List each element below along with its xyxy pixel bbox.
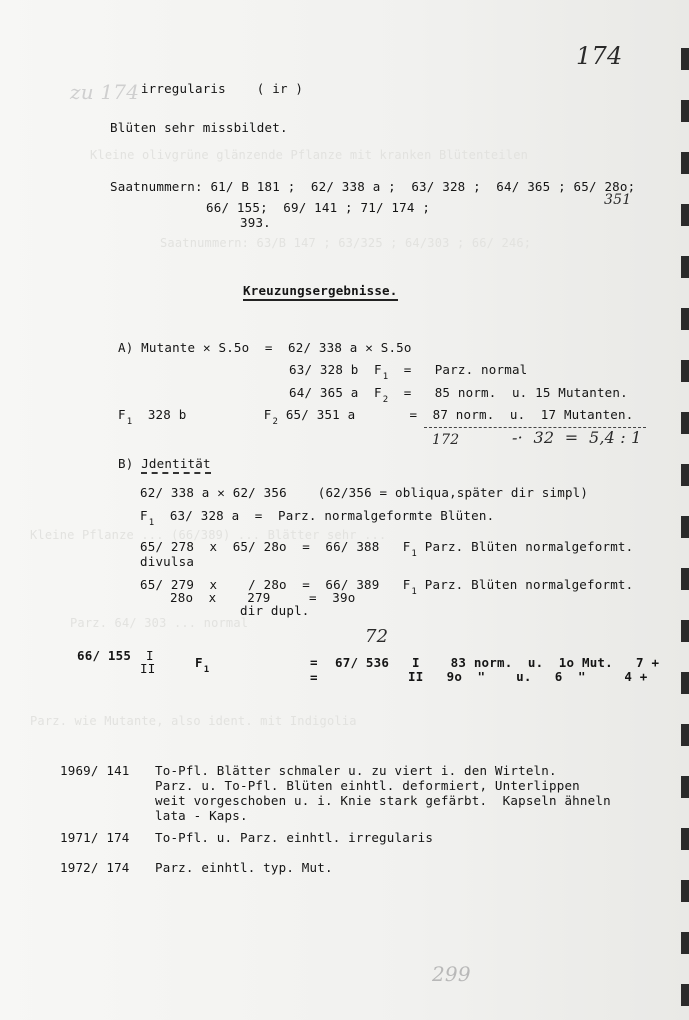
- mutant-name: irregularis: [140, 81, 226, 96]
- block-66-roman-1: I: [146, 648, 154, 663]
- section-b-row-5: 28o x 279 = 39o: [170, 590, 356, 605]
- history-line: Parz. einhtl. typ. Mut.: [155, 860, 333, 875]
- section-b-row-2: $F_1$ 63/ 328 a = Parz. normalgeformte Blüten.: [140, 508, 495, 528]
- show-through-line: Kleine olivgrüne glänzende Pflanze mit kranken Blütenteilen: [90, 148, 529, 162]
- block-66-gen: $F_1$: [195, 655, 210, 675]
- section-b-row-3-sub: divulsa: [140, 554, 195, 569]
- hand-note-72: 72: [365, 626, 389, 647]
- saatnummern-label: Saatnummern:: [110, 179, 203, 194]
- section-b-row-3: 65/ 278 x 65/ 28o = 66/ 388 $F_1$ Parz. Blüten normalgeformt.: [140, 539, 634, 559]
- ratio-hand-note: -· 32 = 5,4 : 1: [512, 428, 642, 447]
- block-66-ref: 67/ 536: [335, 655, 390, 670]
- cross-icon: ✕: [365, 340, 373, 355]
- history-line: weit vorgeschoben u. i. Knie stark gefärbt. Kapseln ähneln: [155, 793, 611, 808]
- cross-icon: ✕: [217, 485, 225, 500]
- saatnummern-line-3: 393.: [240, 215, 271, 230]
- saatnummern-line-1: [110, 180, 635, 194]
- section-heading: Kreuzungsergebnisse.: [243, 284, 398, 298]
- history-year: 1969/ 141: [60, 763, 130, 778]
- saatnummern-values: 61/ B 181 ; 62/ 338 a ; 63/ 328 ; 64/ 365 ; 65/ 28o;: [210, 179, 636, 194]
- block-66-eq-2: =: [310, 670, 318, 685]
- pencil-corner-note: zu 174: [70, 80, 140, 104]
- total-hand-note: 172: [432, 432, 460, 448]
- section-b-row-4: 65/ 279 x / 28o = 66/ 389 $F_1$ Parz. Blüten normalgeformt.: [140, 577, 634, 597]
- saatnummern-hand-note: 351: [604, 192, 632, 208]
- history-line: To-Pfl. u. Parz. einhtl. irregularis: [155, 830, 434, 845]
- description: Blüten sehr missbildet.: [110, 120, 288, 135]
- history-year: 1971/ 174: [60, 830, 130, 845]
- section-b-row-1: 62/ 338 a ✕ 62/ 356 (62/356 = obliqua,später dir simpl): [140, 485, 589, 500]
- section-a-row-1: A) Mutante ✕ S.5o = 62/ 338 a ✕ S.5o: [118, 340, 412, 355]
- saatnummern-line-2: 66/ 155; 69/ 141 ; 71/ 174 ;: [206, 200, 431, 215]
- show-through-line: Parz. wie Mutante, also ident. mit Indigolia: [30, 714, 357, 728]
- section-b-label: B) Jdentität: [118, 457, 211, 471]
- block-66-roman-2: II: [140, 661, 156, 676]
- block-66-eq-1: =: [310, 655, 318, 670]
- history-year: 1972/ 174: [60, 860, 130, 875]
- footer-pencil-number: 299: [432, 962, 471, 986]
- page-number: 174: [576, 42, 623, 70]
- section-a-label: A) Mutante: [118, 340, 196, 355]
- mutant-abbr: ( ir ): [256, 81, 304, 96]
- history-line: To-Pfl. Blätter schmaler u. zu viert i. den Wirteln.: [155, 763, 557, 778]
- section-b-row-6: dir dupl.: [240, 603, 310, 618]
- cross-icon: ✕: [203, 340, 211, 355]
- history-line: lata - Kaps.: [155, 808, 248, 823]
- block-66-row-1: I 83 norm. u. 1o Mut. 7 +: [412, 655, 660, 670]
- block-66-row-2: II 9o " u. 6 " 4 +: [408, 669, 648, 684]
- section-a-row-2: 63/ 328 b $F_1$ = Parz. normal: [289, 362, 528, 382]
- block-66-label: 66/ 155: [77, 648, 132, 663]
- section-a-row-4: $F_1$ 328 b $F_2$ 65/ 351 a = 87 norm. u. 17 Mutanten.: [118, 407, 634, 427]
- show-through-line: Kleine Pflanze ... (66/389) ... Blätter sehr ...: [30, 528, 387, 542]
- show-through-line: Saatnummern: 63/B 147 ; 63/325 ; 64/303 ; 66/ 246;: [160, 236, 532, 250]
- history-line: Parz. u. To-Pfl. Blüten einhtl. deformiert, Unterlippen: [155, 778, 580, 793]
- mutant-title: [110, 68, 303, 110]
- section-a-row-3: 64/ 365 a $F_2 = 85$ norm. u. 15 Mutanten.: [289, 385, 628, 405]
- show-through-line: Parz. 64/ 303 ... normal: [70, 616, 249, 630]
